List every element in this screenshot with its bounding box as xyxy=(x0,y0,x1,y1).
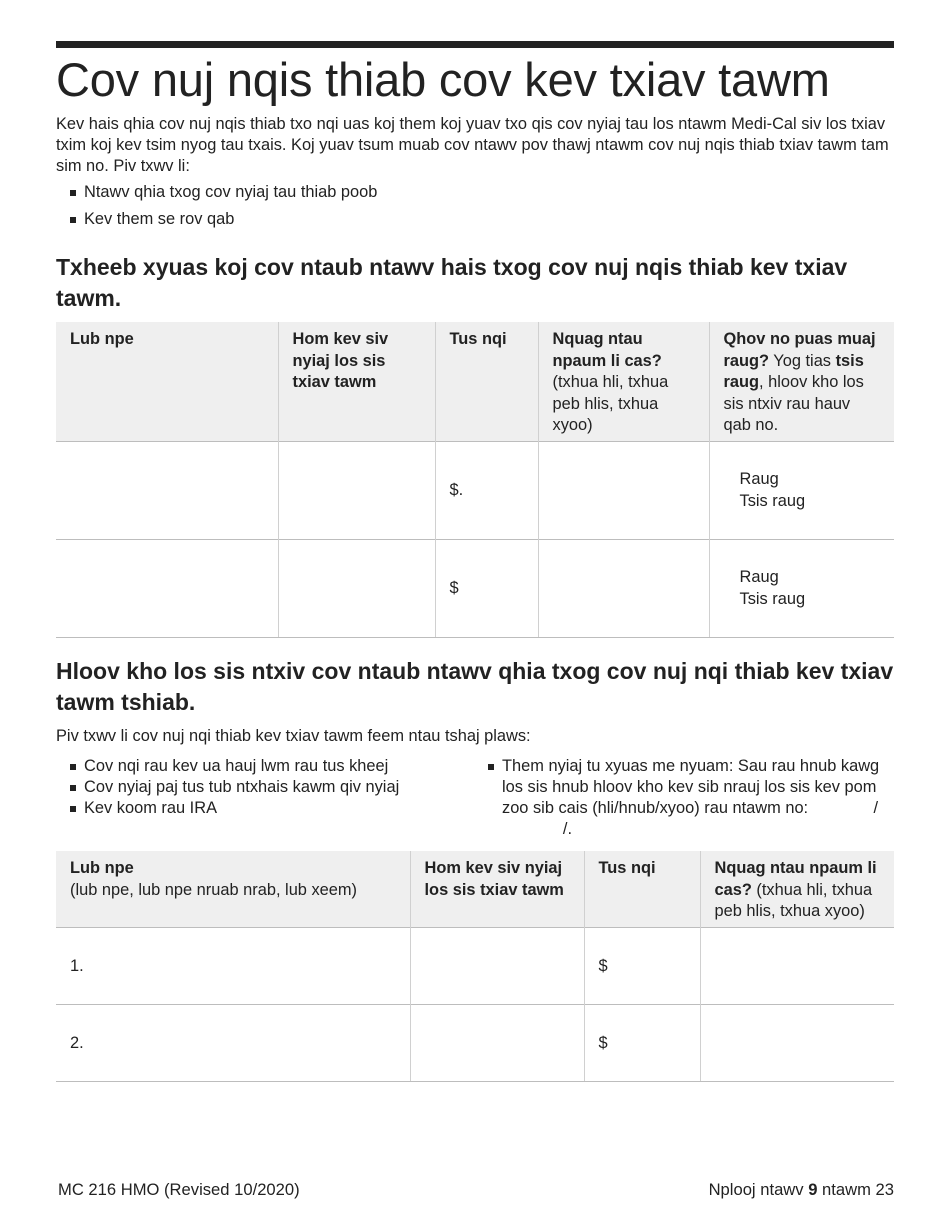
frequency-cell[interactable] xyxy=(538,539,709,637)
column-header-purpose: Hom kev siv nyiaj los sis txiav tawm xyxy=(278,322,435,441)
frequency-cell[interactable] xyxy=(538,441,709,539)
frequency-options: (txhua hli, txhua peb hlis, txhua xyoo) xyxy=(714,880,873,920)
list-item: Kev koom rau IRA xyxy=(56,798,476,819)
column-header-correct xyxy=(709,322,894,441)
expenses-review-table xyxy=(56,322,894,638)
table-row xyxy=(56,927,894,1004)
current-page: 9 xyxy=(808,1180,818,1199)
option-correct[interactable]: Raug xyxy=(739,568,779,586)
column-header-frequency xyxy=(700,851,894,927)
date-separator-2[interactable]: /. xyxy=(562,820,572,838)
table-row xyxy=(56,1004,894,1081)
list-item: Ntawv qhia txog cov nyiaj tau thiab poob xyxy=(56,182,377,209)
list-item: Kev them se rov qab xyxy=(56,209,377,236)
table-header-row xyxy=(56,322,894,441)
frequency-cell[interactable] xyxy=(700,927,894,1004)
purpose-cell[interactable] xyxy=(278,539,435,637)
purpose-cell[interactable] xyxy=(410,1004,584,1081)
option-correct[interactable]: Raug xyxy=(739,470,779,488)
purpose-cell[interactable] xyxy=(278,441,435,539)
amount-cell[interactable]: $. xyxy=(435,441,538,539)
column-header-amount: Tus nqi xyxy=(584,851,700,927)
column-header-amount: Tus nqi xyxy=(435,322,538,441)
column-header-name xyxy=(56,851,410,927)
correct-question: Qhov no puas muaj raug? xyxy=(723,330,876,370)
column-header-purpose: Hom kev siv nyiaj los sis txiav tawm xyxy=(410,851,584,927)
intro-paragraph: Kev hais qhia cov nuj nqis thiab txo nqi uas koj them koj yuav txo qis cov nyiaj tau los ntawm Medi-Cal siv los txiav txim koj kev tsim nyog tau txais. Koj yuav tsum muab cov ntawv pov thawj ntawm cov nuj nqis thiab txiav tawm tam sim no. Piv txwv li: xyxy=(56,115,889,175)
list-item: Cov nqi rau kev ua hauj lwm rau tus kheej xyxy=(56,756,476,777)
table-header-row xyxy=(56,851,894,927)
name-cell[interactable]: 2. xyxy=(56,1004,410,1081)
top-rule xyxy=(56,41,894,48)
amount-cell[interactable]: $ xyxy=(435,539,538,637)
correct-text: Yog tias xyxy=(769,351,836,370)
amount-cell[interactable]: $ xyxy=(584,927,700,1004)
frequency-options: (txhua hli, txhua peb hlis, txhua xyoo) xyxy=(552,373,669,434)
option-not-correct[interactable]: Tsis raug xyxy=(739,492,806,510)
examples-paragraph: Piv txwv li cov nuj nqi thiab kev txiav tawm feem ntau tshaj plaws: xyxy=(56,727,531,745)
correct-options-cell xyxy=(709,539,894,637)
examples-list-left xyxy=(56,756,476,819)
name-header: Lub npe xyxy=(70,859,134,877)
option-not-correct[interactable]: Tsis raug xyxy=(739,590,806,608)
frequency-cell[interactable] xyxy=(700,1004,894,1081)
name-cell[interactable] xyxy=(56,441,278,539)
correct-instruction: , hloov kho los sis ntxiv rau hauv qab no. xyxy=(723,373,864,434)
table-row xyxy=(56,441,894,539)
name-cell[interactable]: 1. xyxy=(56,927,410,1004)
column-header-name: Lub npe xyxy=(56,322,278,441)
new-expenses-table xyxy=(56,851,894,1082)
list-item xyxy=(474,756,894,840)
intro-bullet-list xyxy=(56,182,377,236)
name-cell[interactable] xyxy=(56,539,278,637)
page-suffix: ntawm 23 xyxy=(817,1180,894,1199)
correct-options-cell xyxy=(709,441,894,539)
correct-not: tsis raug xyxy=(723,351,864,391)
date-separator-1[interactable]: / xyxy=(873,799,879,817)
page-title: Cov nuj nqis thiab cov kev txiav tawm xyxy=(56,53,830,106)
list-item: Cov nyiaj paj tus tub ntxhais kawm qiv nyiaj xyxy=(56,777,476,798)
child-support-text: Them nyiaj tu xyuas me nyuam: Sau rau hnub kawg los sis hnub hloov kho kev sib nrauj los sis kev pom zoo sib cais (hli/hnub/xyoo) rau ntawm no: xyxy=(502,757,880,817)
page-number xyxy=(709,1180,894,1200)
section-heading-add: Hloov kho los sis ntxiv cov ntaub ntawv qhia txog cov nuj nqi thiab kev txiav tawm tshiab. xyxy=(56,658,894,715)
page xyxy=(56,0,894,1230)
amount-cell[interactable]: $ xyxy=(584,1004,700,1081)
frequency-question: Nquag ntau npaum li cas? xyxy=(714,859,877,899)
name-subheader: (lub npe, lub npe nruab nrab, lub xeem) xyxy=(70,880,358,899)
frequency-question: Nquag ntau npaum li cas? xyxy=(552,330,662,370)
form-id: MC 216 HMO (Revised 10/2020) xyxy=(58,1180,300,1199)
column-header-frequency xyxy=(538,322,709,441)
table-row xyxy=(56,539,894,637)
page-prefix: Nplooj ntawv xyxy=(708,1180,809,1199)
section-heading-review: Txheeb xyuas koj cov ntaub ntawv hais txog cov nuj nqis thiab kev txiav tawm. xyxy=(56,254,848,311)
purpose-cell[interactable] xyxy=(410,927,584,1004)
examples-list-right xyxy=(474,756,894,840)
